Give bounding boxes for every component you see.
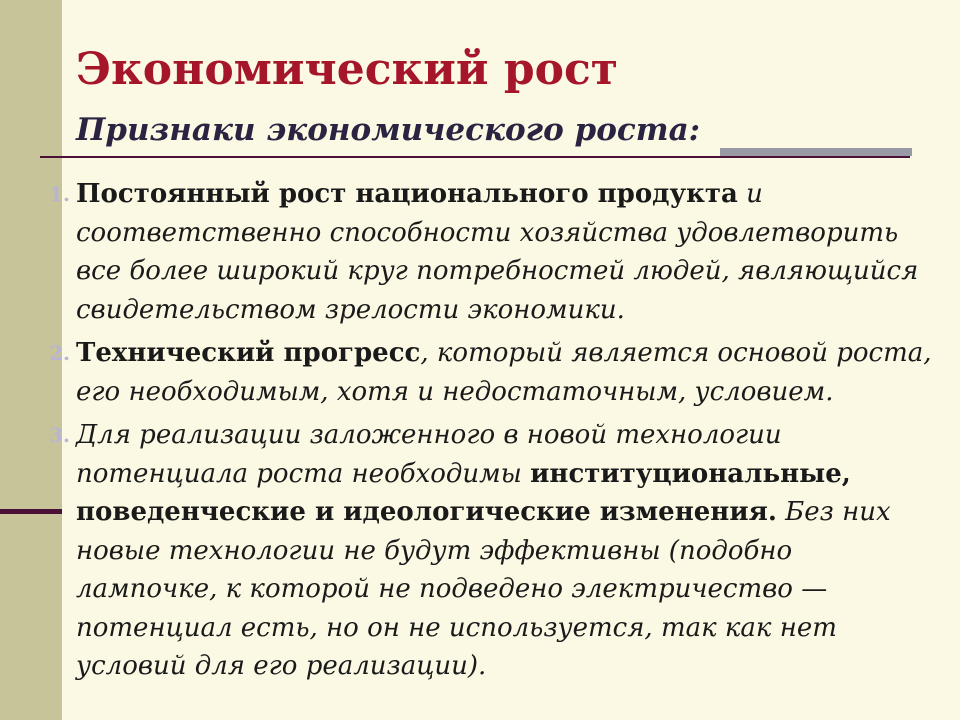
list-item-3	[49, 416, 936, 686]
item-bold-text: институциональные, поведенческие и идеологические изменения.	[76, 458, 851, 527]
item-bold-text: Технический прогресс	[76, 338, 421, 368]
item-lead-text: Для реализации заложенного в новой технологии потенциала роста необходимы	[76, 420, 782, 489]
list-item-1	[49, 175, 936, 329]
slide-subtitle: Признаки экономического роста:	[76, 112, 701, 148]
item-number: 2.	[49, 341, 70, 365]
item-text: Без них новые технологии не будут эффективны (подобно лампочке, к которой не подведено электричество — потенциал есть, но он не используется, так как нет условий для его реализации).	[76, 497, 891, 681]
title-divider-accent	[720, 148, 912, 156]
item-text: , который является основой роста, его необходимым, хотя и недостаточным, условием.	[76, 338, 932, 407]
left-accent-rule	[0, 509, 62, 514]
list-item-2	[49, 334, 936, 411]
item-number: 3.	[49, 423, 70, 447]
item-number: 1.	[49, 182, 70, 206]
signs-list	[49, 175, 936, 691]
title-divider-line	[40, 156, 910, 158]
slide-title: Экономический рост	[76, 44, 619, 95]
item-bold-text: Постоянный рост национального продукта	[76, 179, 738, 209]
item-text: и соответственно способности хозяйства удовлетворить все более широкий круг потребностей людей, являющийся свидетельством зрелости экономики.	[76, 179, 919, 325]
